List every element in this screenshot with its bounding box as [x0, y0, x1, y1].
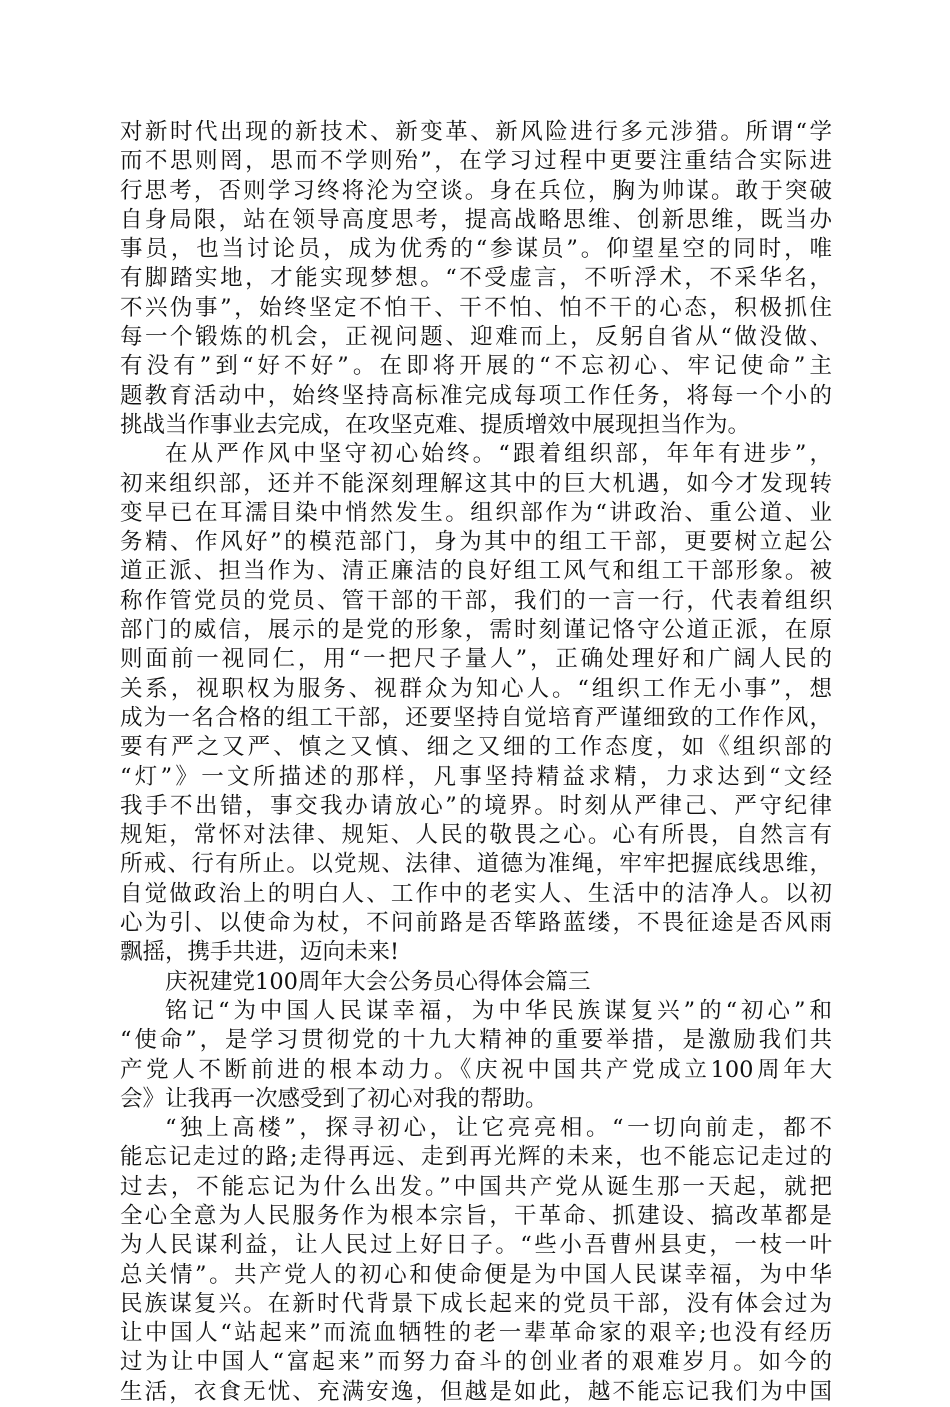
text-line: 关系，视职权为服务、视群众为知心人。“组织工作无小事”，想 [120, 675, 832, 702]
text-line: 铭记“为中国人民谋幸福，为中华民族谋复兴”的“初心”和 [165, 997, 832, 1024]
text-line: 题教育活动中，始终坚持高标准完成每项工作任务，将每一个小的 [120, 382, 832, 409]
text-line: 自觉做政治上的明白人、工作中的老实人、生活中的洁净人。以初 [120, 880, 832, 907]
text-line: 总关情”。共产党人的初心和使命便是为中国人民谋幸福，为中华 [120, 1261, 832, 1288]
text-line: 产党人不断前进的根本动力。《庆祝中国共产党成立100周年大 [120, 1056, 832, 1083]
text-line: 自身局限，站在领导高度思考，提高战略思维、创新思维，既当办 [120, 206, 832, 233]
text-line: 变早已在耳濡目染中悄然发生。组织部作为“讲政治、重公道、业 [120, 499, 832, 526]
text-line: 会》让我再一次感受到了初心对我的帮助。 [120, 1085, 548, 1112]
text-line: 有没有”到“好不好”。在即将开展的“不忘初心、牢记使命”主 [120, 353, 832, 380]
text-line: 事员，也当讨论员，成为优秀的“参谋员”。仰望星空的同时，唯 [120, 236, 832, 263]
text-line: 务精、作风好”的模范部门，身为其中的组工干部，更要树立起公 [120, 529, 832, 556]
text-line: 规矩，常怀对法律、规矩、人民的敬畏之心。心有所畏，自然言有 [120, 822, 832, 849]
text-line: 让中国人“站起来”而流血牺牲的老一辈革命家的艰辛;也没有经历 [120, 1320, 832, 1347]
text-line: 所戒、行有所止。以党规、法律、道德为准绳，牢牢把握底线思维， [120, 851, 832, 878]
text-line: 道正派、担当作为、清正廉洁的良好组工风气和组工干部形象。被 [120, 558, 832, 585]
text-line: 初来组织部，还并不能深刻理解这其中的巨大机遇，如今才发现转 [120, 470, 832, 497]
text-line: 过去，不能忘记为什么出发。”中国共产党从诞生那一天起，就把 [120, 1173, 832, 1200]
text-line: 全心全意为人民服务作为根本宗旨，干革命、抓建设、搞改革都是 [120, 1202, 832, 1229]
text-line: 称作管党员的党员、管干部的干部，我们的一言一行，代表着组织 [120, 587, 832, 614]
text-line: 过为让中国人“富起来”而努力奋斗的创业者的艰难岁月。如今的 [120, 1349, 832, 1376]
text-line: “使命”，是学习贯彻党的十九大精神的重要举措，是激励我们共 [120, 1027, 832, 1054]
text-line: 飘摇，携手共进，迈向未来! [120, 939, 400, 966]
text-line: 行思考，否则学习终将沦为空谈。身在兵位，胸为帅谋。敢于突破 [120, 177, 832, 204]
text-line: 挑战当作事业去完成，在攻坚克难、提质增效中展现担当作为。 [120, 411, 751, 438]
text-line: 在从严作风中坚守初心始终。“跟着组织部，年年有进步”， [165, 441, 832, 468]
text-line: “灯”》一文所描述的那样，凡事坚持精益求精，力求达到“文经 [120, 763, 832, 790]
text-line: 而不思则罔，思而不学则殆”，在学习过程中更要注重结合实际进 [120, 148, 832, 175]
text-line: “独上高楼”，探寻初心，让它亮亮相。“一切向前走，都不 [165, 1115, 832, 1142]
text-line: 能忘记走过的路;走得再远、走到再光辉的未来，也不能忘记走过的 [120, 1144, 832, 1171]
text-line: 有脚踏实地，才能实现梦想。“不受虚言，不听浮术，不采华名， [120, 265, 832, 292]
text-line: 生活，衣食无忧、充满安逸，但越是如此，越不能忘记我们为中国 [120, 1378, 832, 1405]
text-line: 为人民谋利益，让人民过上好日子。“些小吾曹州县吏，一枝一叶 [120, 1232, 832, 1259]
text-line: 要有严之又严、慎之又慎、细之又细的工作态度，如《组织部的 [120, 734, 832, 761]
text-line: 我手不出错，事交我办请放心”的境界。时刻从严律己、严守纪律 [120, 792, 832, 819]
document-body [120, 118, 832, 1407]
text-line: 不兴伪事”，始终坚定不怕干、干不怕、怕不干的心态，积极抓住 [120, 294, 832, 321]
text-line: 每一个锻炼的机会，正视问题、迎难而上，反躬自省从“做没做、 [120, 324, 832, 351]
text-line: 成为一名合格的组工干部，还要坚持自觉培育严谨细致的工作作风， [120, 704, 832, 731]
text-line: 则面前一视同仁，用“一把尺子量人”，正确处理好和广阔人民的 [120, 646, 832, 673]
text-line: 部门的威信，展示的是党的形象，需时刻谨记恪守公道正派，在原 [120, 617, 832, 644]
text-line: 民族谋复兴。在新时代背景下成长起来的党员干部，没有体会过为 [120, 1290, 832, 1317]
text-line: 庆祝建党100周年大会公务员心得体会篇三 [165, 968, 591, 995]
text-line: 心为引、以使命为杖，不问前路是否筚路蓝缕，不畏征途是否风雨 [120, 910, 832, 937]
text-line: 对新时代出现的新技术、新变革、新风险进行多元涉猎。所谓“学 [120, 119, 832, 145]
